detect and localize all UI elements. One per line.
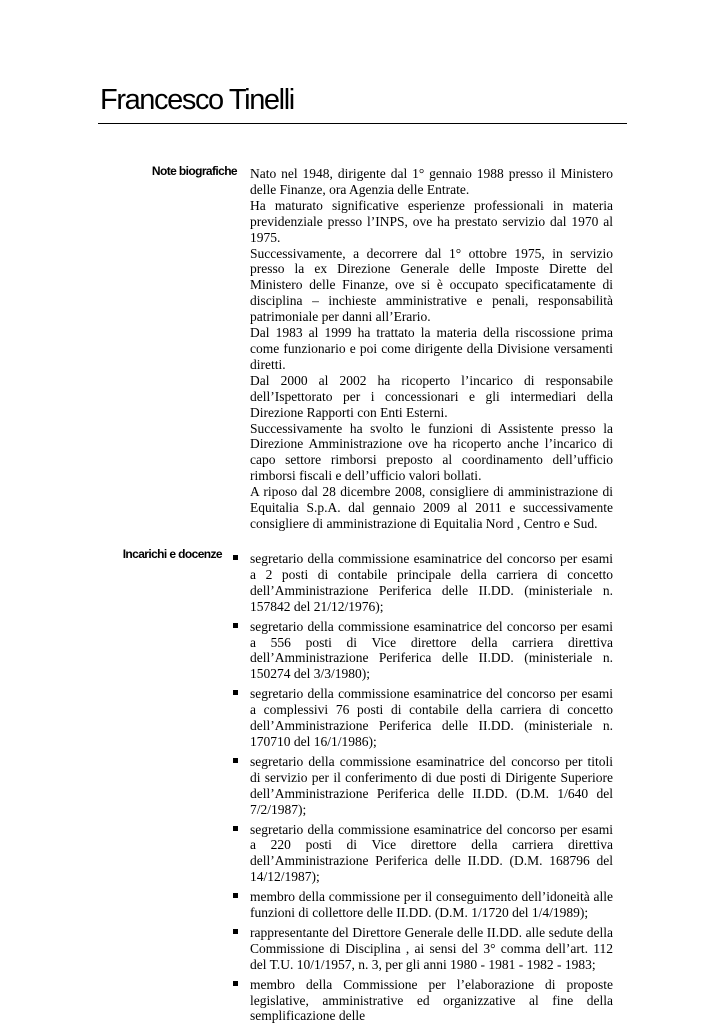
list-item-text: segretario della commissione esaminatrice del concorso per esami a 220 posti di Vice direttore della carriera direttiva dell’Amministrazione Periferica delle II.DD. (D.M. 168796 del 14/12/1987);: [250, 821, 613, 885]
list-item: [231, 686, 613, 750]
bio-text: [250, 166, 613, 532]
list-item-text: segretario della commissione esaminatrice del concorso per titoli di servizio per il conferimento di due posti di Dirigente Superiore dell’Amministrazione Periferica delle II.DD. (D.M. 1/640 del 7/2/1987);: [250, 753, 613, 817]
square-bullet-icon: [233, 555, 238, 560]
list-item: [231, 551, 613, 615]
list-item: [231, 889, 613, 921]
square-bullet-icon: [233, 893, 238, 898]
square-bullet-icon: [233, 623, 238, 628]
bio-paragraph: Dal 2000 al 2002 ha ricoperto l’incarico di responsabile dell’Ispettorato per i concessionari e gli intermediari della Direzione Rapporti con Enti Esterni.: [250, 372, 613, 420]
list-item-text: membro della Commissione per l’elaborazione di proposte legislative, amministrative ed organizzative al fine della semplificazione delle: [250, 976, 613, 1024]
list-item: [231, 925, 613, 973]
bio-paragraph: A riposo dal 28 dicembre 2008, consigliere di amministrazione di Equitalia S.p.A. dal gennaio 2009 al 2011 e successivamente consigliere di amministrazione di Equitalia Nord , Centro e Sud.: [250, 484, 613, 531]
list-item: [231, 754, 613, 818]
header-divider: [98, 123, 627, 124]
incarichi-section-label: Incarichi e docenze: [122, 547, 222, 561]
list-item-text: rappresentante del Direttore Generale delle II.DD. alle sedute della Commissione di Disciplina , ai sensi del 3° comma dell’art. 112 del T.U. 10/1/1957, n. 3, per gli anni 1980 - 1981 - 1982 - 1983;: [250, 924, 613, 972]
list-item-text: segretario della commissione esaminatrice del concorso per esami a complessivi 76 posti di contabile della carriera di concetto dell’Amministrazione Periferica delle II.DD. (ministeriale n. 170710 del 16/1/1986);: [250, 686, 613, 749]
incarichi-list: [231, 551, 613, 1028]
bio-paragraph: Successivamente, a decorrere dal 1° ottobre 1975, in servizio presso la ex Direzione Generale delle Imposte Dirette del Ministero delle Finanze, ove si è occupato specificatamente di disciplina – inchieste amministrative e penali, responsabilità patrimoniale per danni all’Erario.: [250, 245, 613, 325]
bio-paragraph: Nato nel 1948, dirigente dal 1° gennaio 1988 presso il Ministero delle Finanze, ora Agenzia delle Entrate.: [250, 166, 613, 197]
list-item: [231, 977, 613, 1025]
bio-paragraph: Successivamente ha svolto le funzioni di Assistente presso la Direzione Amministrazione ove ha ricoperto anche l’incarico di capo settore rimborsi preposto al coordinamento dell’ufficio rimborsi fiscali e dell’ufficio valori bollati.: [250, 420, 613, 484]
square-bullet-icon: [233, 826, 238, 831]
person-name: Francesco Tinelli: [100, 84, 294, 116]
square-bullet-icon: [233, 981, 238, 986]
square-bullet-icon: [233, 929, 238, 934]
bio-paragraph: Dal 1983 al 1999 ha trattato la materia della riscossione prima come funzionario e poi come dirigente della Divisione versamenti diretti.: [250, 325, 613, 372]
list-item: [231, 822, 613, 886]
square-bullet-icon: [233, 758, 238, 763]
list-item: [231, 619, 613, 683]
list-item-text: membro della commissione per il conseguimento dell’idoneità alle funzioni di collettore delle II.DD. (D.M. 1/1720 del 1/4/1989);: [250, 889, 613, 921]
list-item-text: segretario della commissione esaminatrice del concorso per esami a 556 posti di Vice direttore della carriera direttiva dell’Amministrazione Periferica delle II.DD. (ministeriale n. 150274 del 3/3/1980);: [250, 618, 613, 682]
bio-paragraph: Ha maturato significative esperienze professionali in materia previdenziale presso l’INPS, ove ha prestato servizio dal 1970 al 1975.: [250, 197, 613, 245]
list-item-text: segretario della commissione esaminatrice del concorso per esami a 2 posti di contabile principale della carriera di concetto dell’Amministrazione Periferica delle II.DD. (ministeriale n. 157842 del 21/12/1976);: [250, 551, 613, 614]
bio-section-label: Note biografiche: [151, 164, 237, 178]
square-bullet-icon: [233, 690, 238, 695]
